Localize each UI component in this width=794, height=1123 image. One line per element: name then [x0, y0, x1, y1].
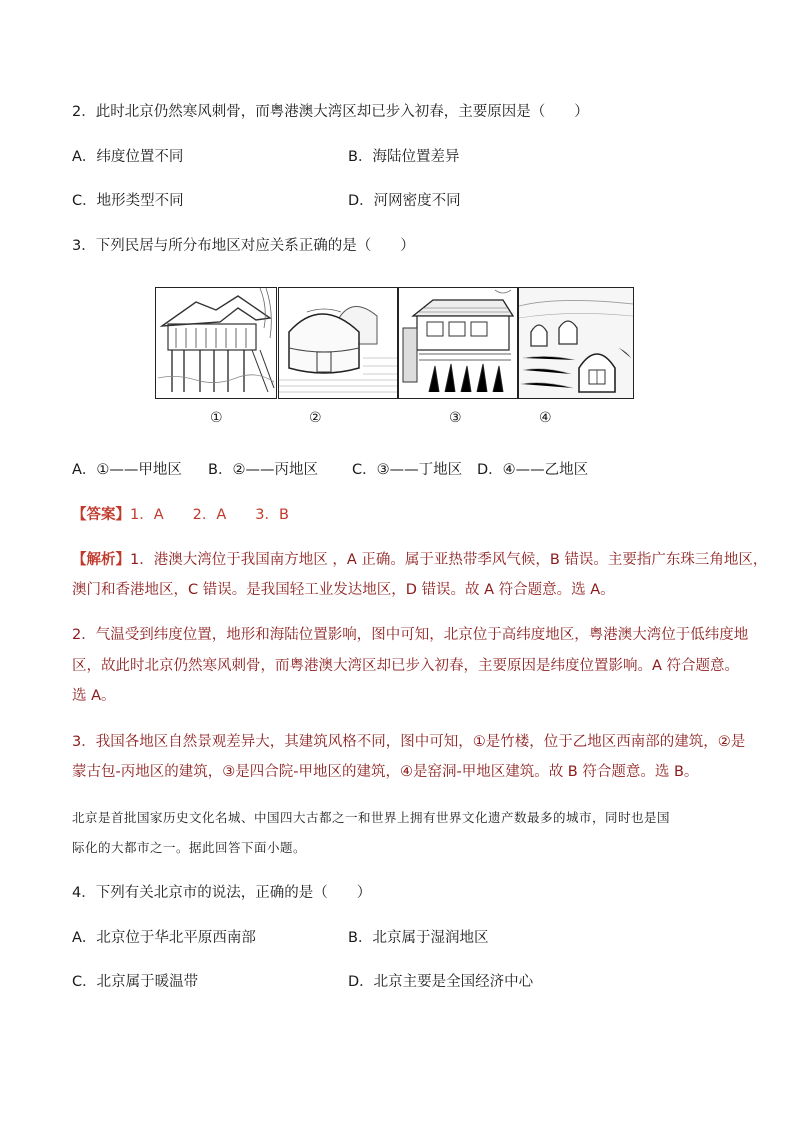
- picture-label-4: ④: [539, 410, 552, 426]
- q4-option-b: B．北京属于湿润地区: [348, 930, 489, 946]
- passage-line1: 北京是首批国家历史文化名城、中国四大古都之一和世界上拥有世界文化遗产数最多的城市，同时也是国: [72, 810, 671, 825]
- analysis-tag: 【解析】: [72, 552, 130, 568]
- analysis-p2-line3: 选 A。: [72, 688, 116, 704]
- q3-option-b: B．②——丙地区: [208, 462, 318, 478]
- q3-option-d: D．④——乙地区: [477, 462, 589, 478]
- analysis-p3-line1: 3．我国各地区自然景观差异大，其建筑风格不同，图中可知，①是竹楼，位于乙地区西南部的建筑，②是: [72, 734, 746, 750]
- analysis-p1-text1: 1．港澳大湾位于我国南方地区 ，A 正确。属于亚热带季风气候，B 错误。主要指广东珠三角地区，: [130, 552, 768, 568]
- q2-option-c: C．地形类型不同: [72, 193, 184, 209]
- q4-option-a: A．北京位于华北平原西南部: [72, 930, 256, 946]
- answer-tag: 【答案】: [72, 507, 130, 523]
- q4-stem: 4．下列有关北京市的说法，正确的是（ ）: [72, 885, 372, 901]
- q3-option-a: A．①——甲地区: [72, 462, 182, 478]
- q4-option-d: D．北京主要是全国经济中心: [348, 974, 534, 990]
- yurt-image: [278, 287, 398, 399]
- analysis-p1-line1: [72, 550, 767, 570]
- q3-option-c: C．③——丁地区: [352, 462, 463, 478]
- cave-dwelling-image: [518, 287, 634, 399]
- picture-label-1: ①: [210, 410, 223, 426]
- answer-line: [72, 505, 289, 525]
- answer-text: 1．A 2．A 3．B: [130, 507, 289, 523]
- picture-label-3: ③: [449, 410, 462, 426]
- courtyard-house-image: [398, 287, 518, 399]
- q4-option-c: C．北京属于暖温带: [72, 974, 199, 990]
- bamboo-house-image: [155, 287, 277, 399]
- q2-stem: 2．此时北京仍然寒风刺骨，而粤港澳大湾区却已步入初春，主要原因是（ ）: [72, 104, 589, 120]
- analysis-p1-line2: 澳门和香港地区，C 错误。是我国轻工业发达地区，D 错误。故 A 符合题意。选 A。: [72, 582, 615, 598]
- passage-line2: 际化的大都市之一。据此回答下面小题。: [72, 840, 307, 855]
- analysis-p3-line2: 蒙古包-丙地区的建筑，③是四合院-甲地区的建筑，④是窑洞-甲地区建筑。故 B 符合题意。选 B。: [72, 764, 699, 780]
- q2-option-b: B．海陆位置差异: [348, 149, 460, 165]
- analysis-p2-line2: 区，故此时北京仍然寒风刺骨，而粤港澳大湾区却已步入初春，主要原因是纬度位置影响。A 符合题意。: [72, 658, 740, 674]
- picture-label-2: ②: [309, 410, 322, 426]
- q3-stem: 3．下列民居与所分布地区对应关系正确的是（ ）: [72, 238, 415, 254]
- q2-option-a: A．纬度位置不同: [72, 149, 184, 165]
- q2-option-d: D．河网密度不同: [348, 193, 461, 209]
- analysis-p2-line1: 2．气温受到纬度位置，地形和海陆位置影响，图中可知，北京位于高纬度地区，粤港澳大湾位于低纬度地: [72, 627, 749, 643]
